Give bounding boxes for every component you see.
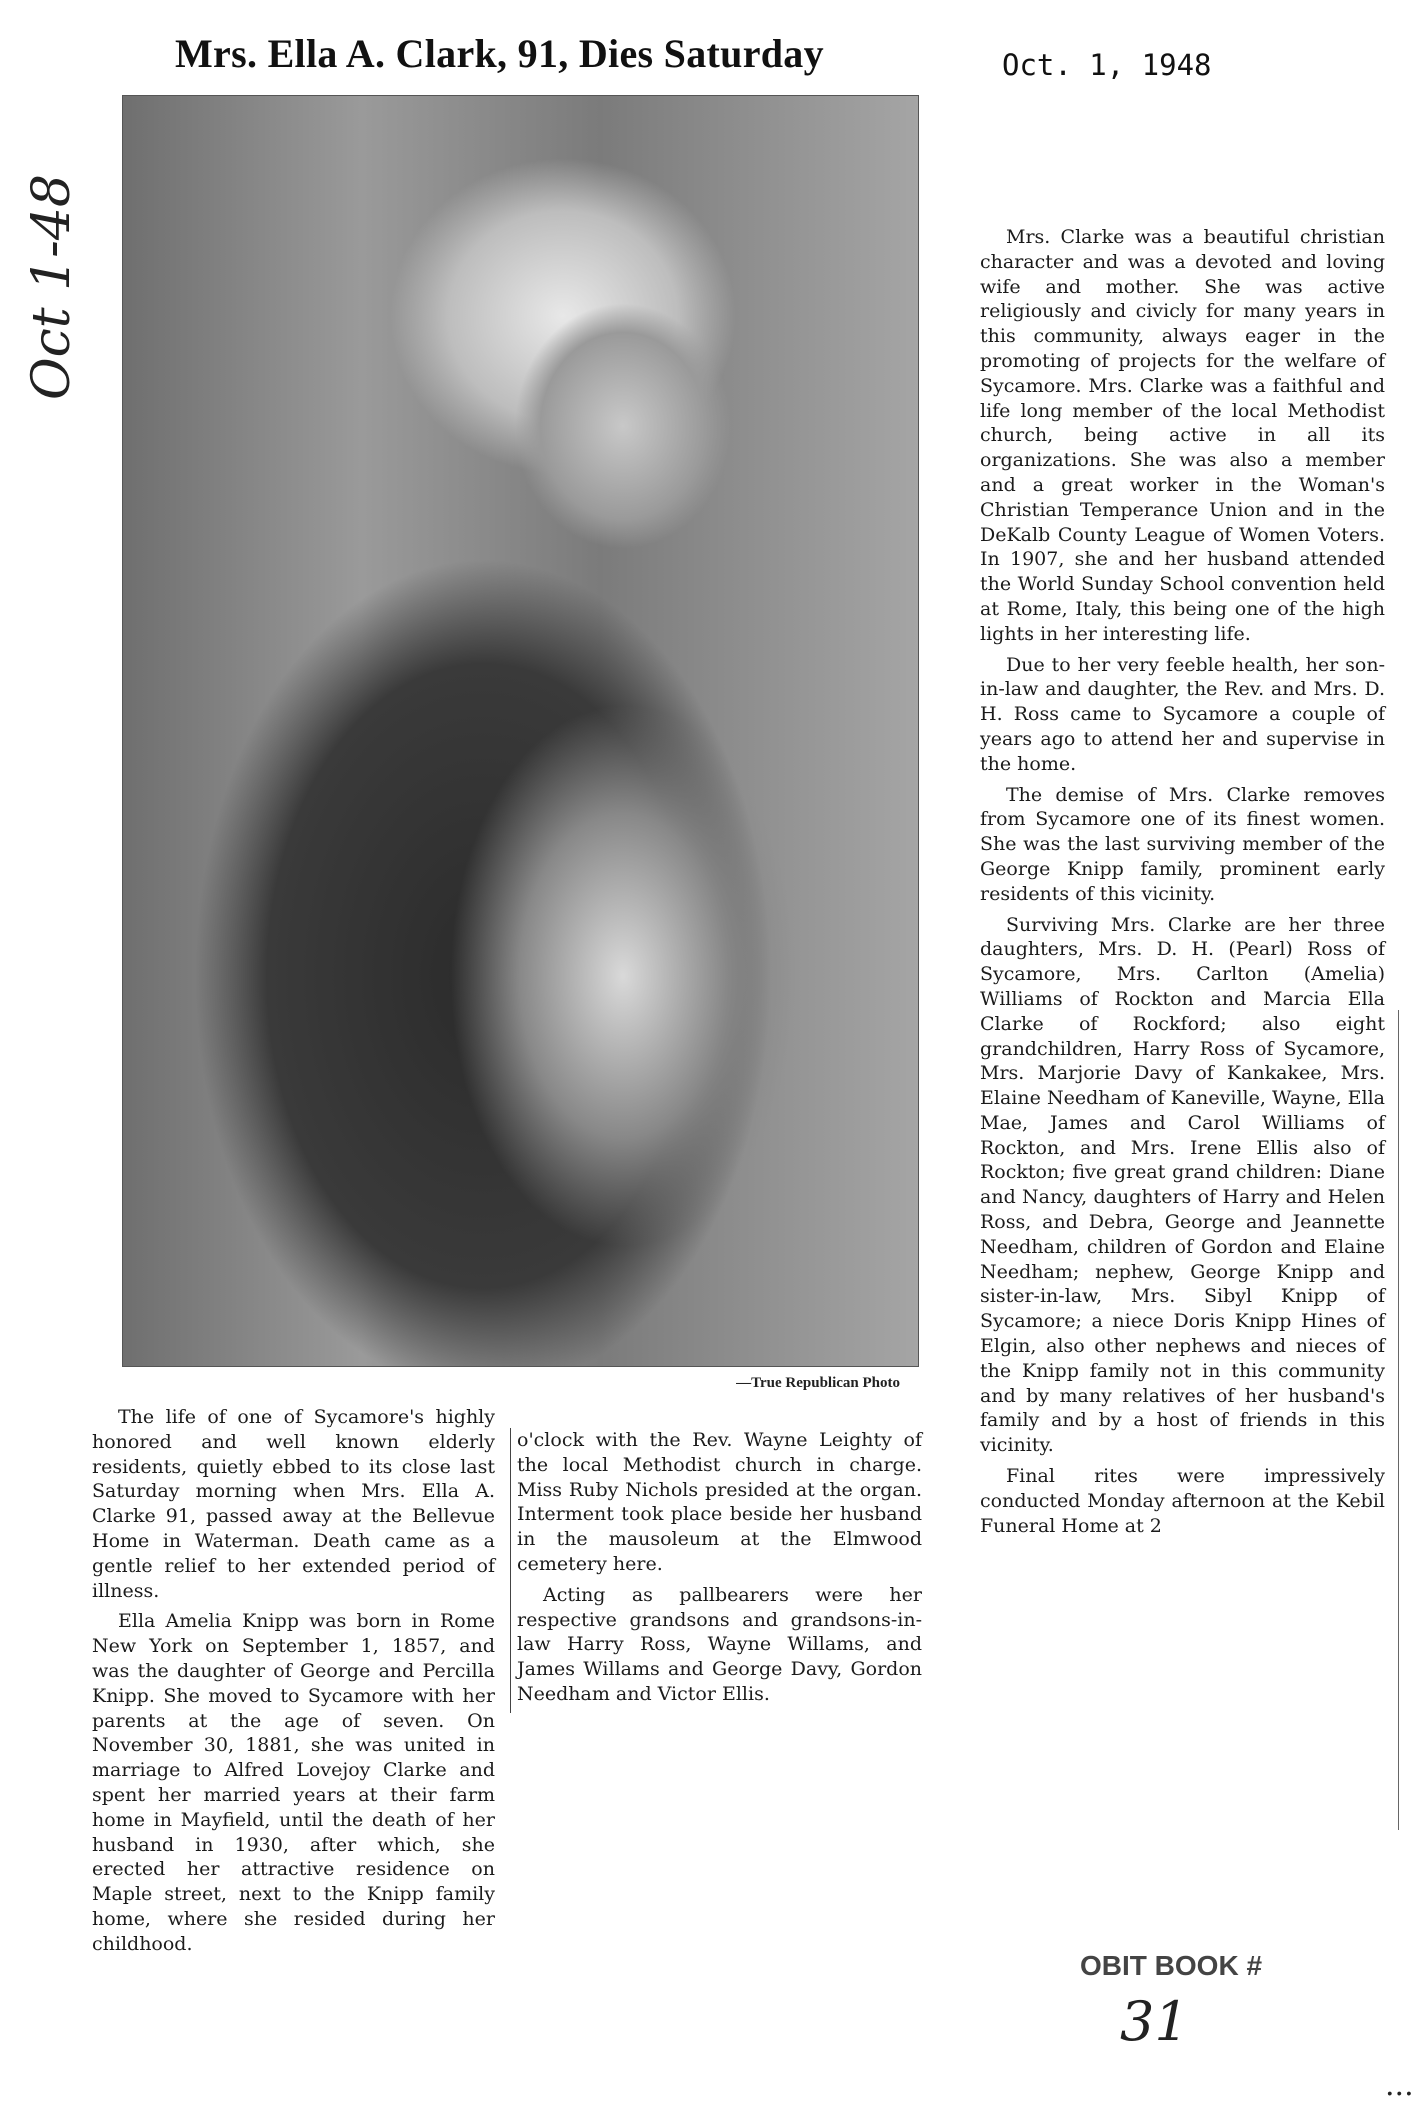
column-rule (1398, 1010, 1399, 1830)
typed-date: Oct. 1, 1948 (1002, 48, 1212, 82)
article-paragraph: The life of one of Sycamore's highly honored and well known elderly residents, quietly ebbed to its close last Saturday morning when Mrs. Ella A. Clarke 91, passed away at the Bellevue Home in Waterman. Death came as a gentle relief to her extended period of illness. (92, 1406, 495, 1602)
article-paragraph: Ella Amelia Knipp was born in Rome New York on September 1, 1857, and was the daughter of George and Percilla Knipp. She moved to Sycamore with her parents at the age of seven. On November 30, 1881, she was united in marriage to Alfred Lovejoy Clarke and spent her married years at their farm home in Mayfield, until the death of her husband in 1930, after which, she erected her attractive residence on Maple street, next to the Knipp family home, where she resided during her childhood. (92, 1610, 495, 1955)
article-paragraph: Mrs. Clarke was a beautiful christian character and was a devoted and loving wife and mother. She was active religiously and civicly for many years in this community, always eager in the promoting of projects for the welfare of Sycamore. Mrs. Clarke was a faithful and life long member of the local Methodist church, being active in all its organizations. She was also a member and a great worker in the Woman's Christian Temperance Union and in the DeKalb County League of Women Voters. In 1907, she and her husband attended the World Sunday School convention held at Rome, Italy, this being one of the high lights in her interesting life. (980, 226, 1385, 645)
portrait-photo (122, 95, 919, 1391)
headline: Mrs. Ella A. Clark, 91, Dies Saturday (175, 31, 824, 76)
article-column-2 (510, 1428, 922, 1713)
article-paragraph: Due to her very feeble health, her son-in-law and daughter, the Rev. and Mrs. D. H. Ross came to Sycamore a couple of years ago to attend her and supervise in the home. (980, 653, 1385, 775)
article-paragraph: Final rites were impressively conducted Monday afternoon at the Kebil Funeral Home at 2 (980, 1465, 1385, 1537)
article-paragraph: Acting as pallbearers were her respective grandsons and grandsons-in-law Harry Ross, Wayne Willams, and James Willams and George Davy, Gordon Needham and Victor Ellis. (517, 1583, 922, 1705)
article-column-3 (980, 225, 1385, 1544)
handwritten-date: Oct 1-48 (22, 173, 82, 400)
photo-credit: —True Republican Photo (736, 1375, 900, 1391)
obit-book-number: 31 (1120, 1990, 1189, 2053)
article-paragraph: o'clock with the Rev. Wayne Leighty of the local Methodist church in charge. Miss Ruby Nichols presided at the organ. Interment took place beside her husband in the mausoleum at the Elmwood cemetery here. (517, 1429, 922, 1575)
article-paragraph: Surviving Mrs. Clarke are her three daughters, Mrs. D. H. (Pearl) Ross of Sycamore, Mrs. Carlton (Amelia) Williams of Rockton and Marcia Ella Clarke of Rockford; also eight grandchildren, Harry Ross of Sycamore, Mrs. Marjorie Davy of Kankakee, Mrs. Elaine Needham of Kaneville, Wayne, Ella Mae, James and Carol Williams of Rockton, and Mrs. Irene Ellis also of Rockton; five great grand children: Diane and Nancy, daughters of Harry and Helen Ross, and Debra, George and Jeannette Needham, children of Gordon and Elaine Needham; nephew, George Knipp and sister-in-law, Mrs. Sibyl Knipp of Sycamore; a niece Doris Knipp Hines of Elgin, also other nephews and nieces of the Knipp family not in this community and by many relatives of her husband's family and by a host of friends in this vicinity. (980, 913, 1385, 1457)
obit-book-stamp: OBIT BOOK # (1080, 1950, 1263, 1981)
article-column-1 (92, 1405, 495, 1963)
edge-mark: ... (1385, 2068, 1414, 2103)
article-paragraph: The demise of Mrs. Clarke removes from Sycamore one of its finest women. She was the last surviving member of the George Knipp family, prominent early residents of this vicinity. (980, 783, 1385, 905)
